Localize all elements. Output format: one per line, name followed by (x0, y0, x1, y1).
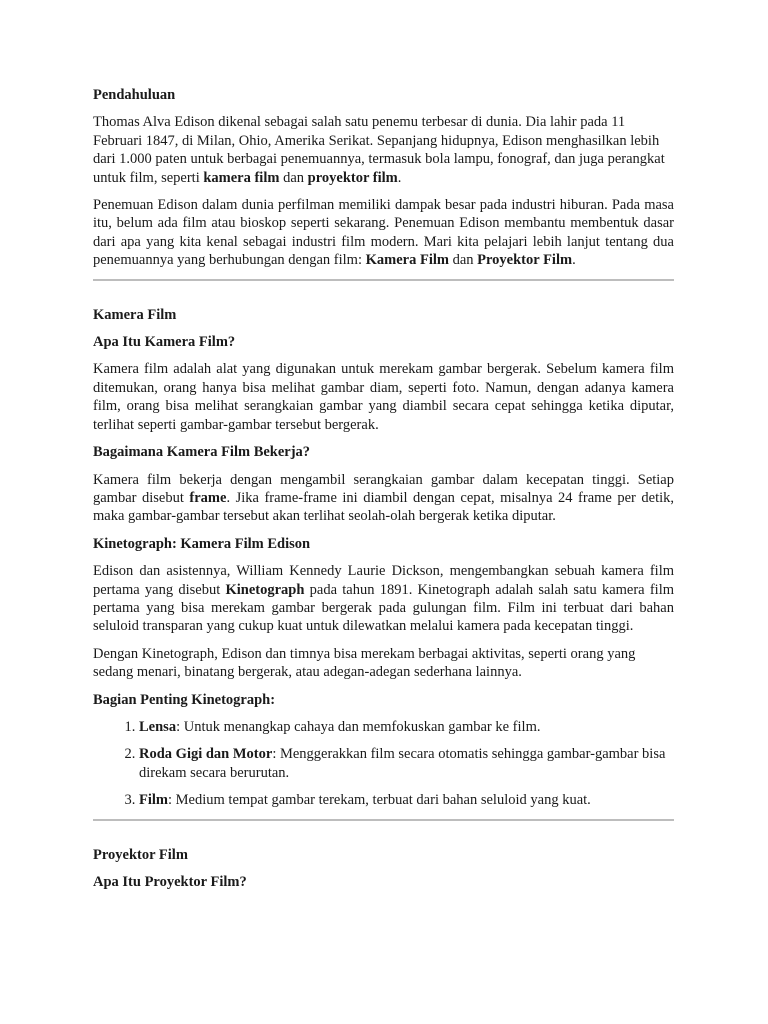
section-divider (93, 819, 674, 821)
kinetograph-heading: Kinetograph: Kamera Film Edison (93, 535, 311, 552)
projector-what-heading: Apa Itu Proyektor Film? (93, 874, 247, 890)
projector-heading: Proyektor Film (93, 846, 188, 863)
list-item: 2. Roda Gigi dan Motor: Menggerakkan film secara otomatis sehingga gambar-gambar bisa direkam secara berurutan. (139, 745, 674, 782)
kinetograph-parts-list (93, 718, 674, 810)
kinetograph-paragraph-1: Edison dan asistennya, William Kennedy Laurie Dickson, mengembangkan sebuah kamera film pertama yang disebut Kinetograph pada tahun 1891. Kinetograph adalah salah satu kamera film pertama yang bisa merekam gambar bergerak pada gulungan film. Film ini terbuat dari bahan seluloid transparan yang cukup kuat untuk dilewatkan melalui kamera pada kecepatan tinggi. (93, 563, 675, 635)
camera-heading: Kamera Film (93, 306, 177, 323)
section-divider (93, 279, 674, 281)
intro-paragraph-2: Penemuan Edison dalam dunia perfilman memiliki dampak besar pada industri hiburan. Pada masa itu, belum ada film atau bioskop seperti sekarang. Penemuan Edison membantu membentuk dasar dari apa yang kita kenal sebagai industri film modern. Mari kita pelajari lebih lanjut tentang dua penemuannya yang berhubungan dengan film: Kamera Film dan Proyektor Film. (93, 197, 674, 269)
list-item: 3. Film: Medium tempat gambar terekam, terbuat dari bahan seluloid yang kuat. (139, 791, 674, 809)
intro-paragraph-1: Thomas Alva Edison dikenal sebagai salah satu penemu terbesar di dunia. Dia lahir pada 11 Februari 1847, di Milan, Ohio, Amerika Serikat. Sepanjang hidupnya, Edison menghasilkan lebih dari 1.000 paten untuk berbagai penemuannya, termasuk bola lampu, fonograf, dan juga perangkat untuk film, seperti kamera film dan proyektor film. (93, 114, 665, 186)
kinetograph-parts-heading: Bagian Penting Kinetograph: (93, 691, 276, 708)
camera-how-paragraph: Kamera film bekerja dengan mengambil serangkaian gambar dalam kecepatan tinggi. Setiap gambar disebut frame. Jika frame-frame ini diambil dengan cepat, misalnya 24 frame per detik, maka gambar-gambar tersebut akan terlihat seolah-olah bergerak ketika diputar. (93, 471, 675, 525)
intro-heading: Pendahuluan (93, 87, 176, 103)
kinetograph-paragraph-2: Dengan Kinetograph, Edison dan timnya bisa merekam berbagai aktivitas, seperti orang yang sedang menari, binatang bergerak, atau adegan-adegan sederhana lainnya. (93, 645, 636, 681)
camera-what-heading: Apa Itu Kamera Film? (93, 334, 236, 351)
document-page (93, 86, 674, 900)
camera-how-heading: Bagaimana Kamera Film Bekerja? (93, 444, 311, 461)
list-item: 1. Lensa: Untuk menangkap cahaya dan memfokuskan gambar ke film. (139, 718, 674, 736)
camera-what-paragraph: Kamera film adalah alat yang digunakan untuk merekam gambar bergerak. Sebelum kamera film ditemukan, orang hanya bisa melihat gambar diam, seperti foto. Namun, dengan adanya kamera film, orang bisa melihat serangkaian gambar yang diambil secara cepat sehingga ketika diputar, terlihat seperti gambar-gambar tersebut bergerak. (93, 361, 674, 433)
